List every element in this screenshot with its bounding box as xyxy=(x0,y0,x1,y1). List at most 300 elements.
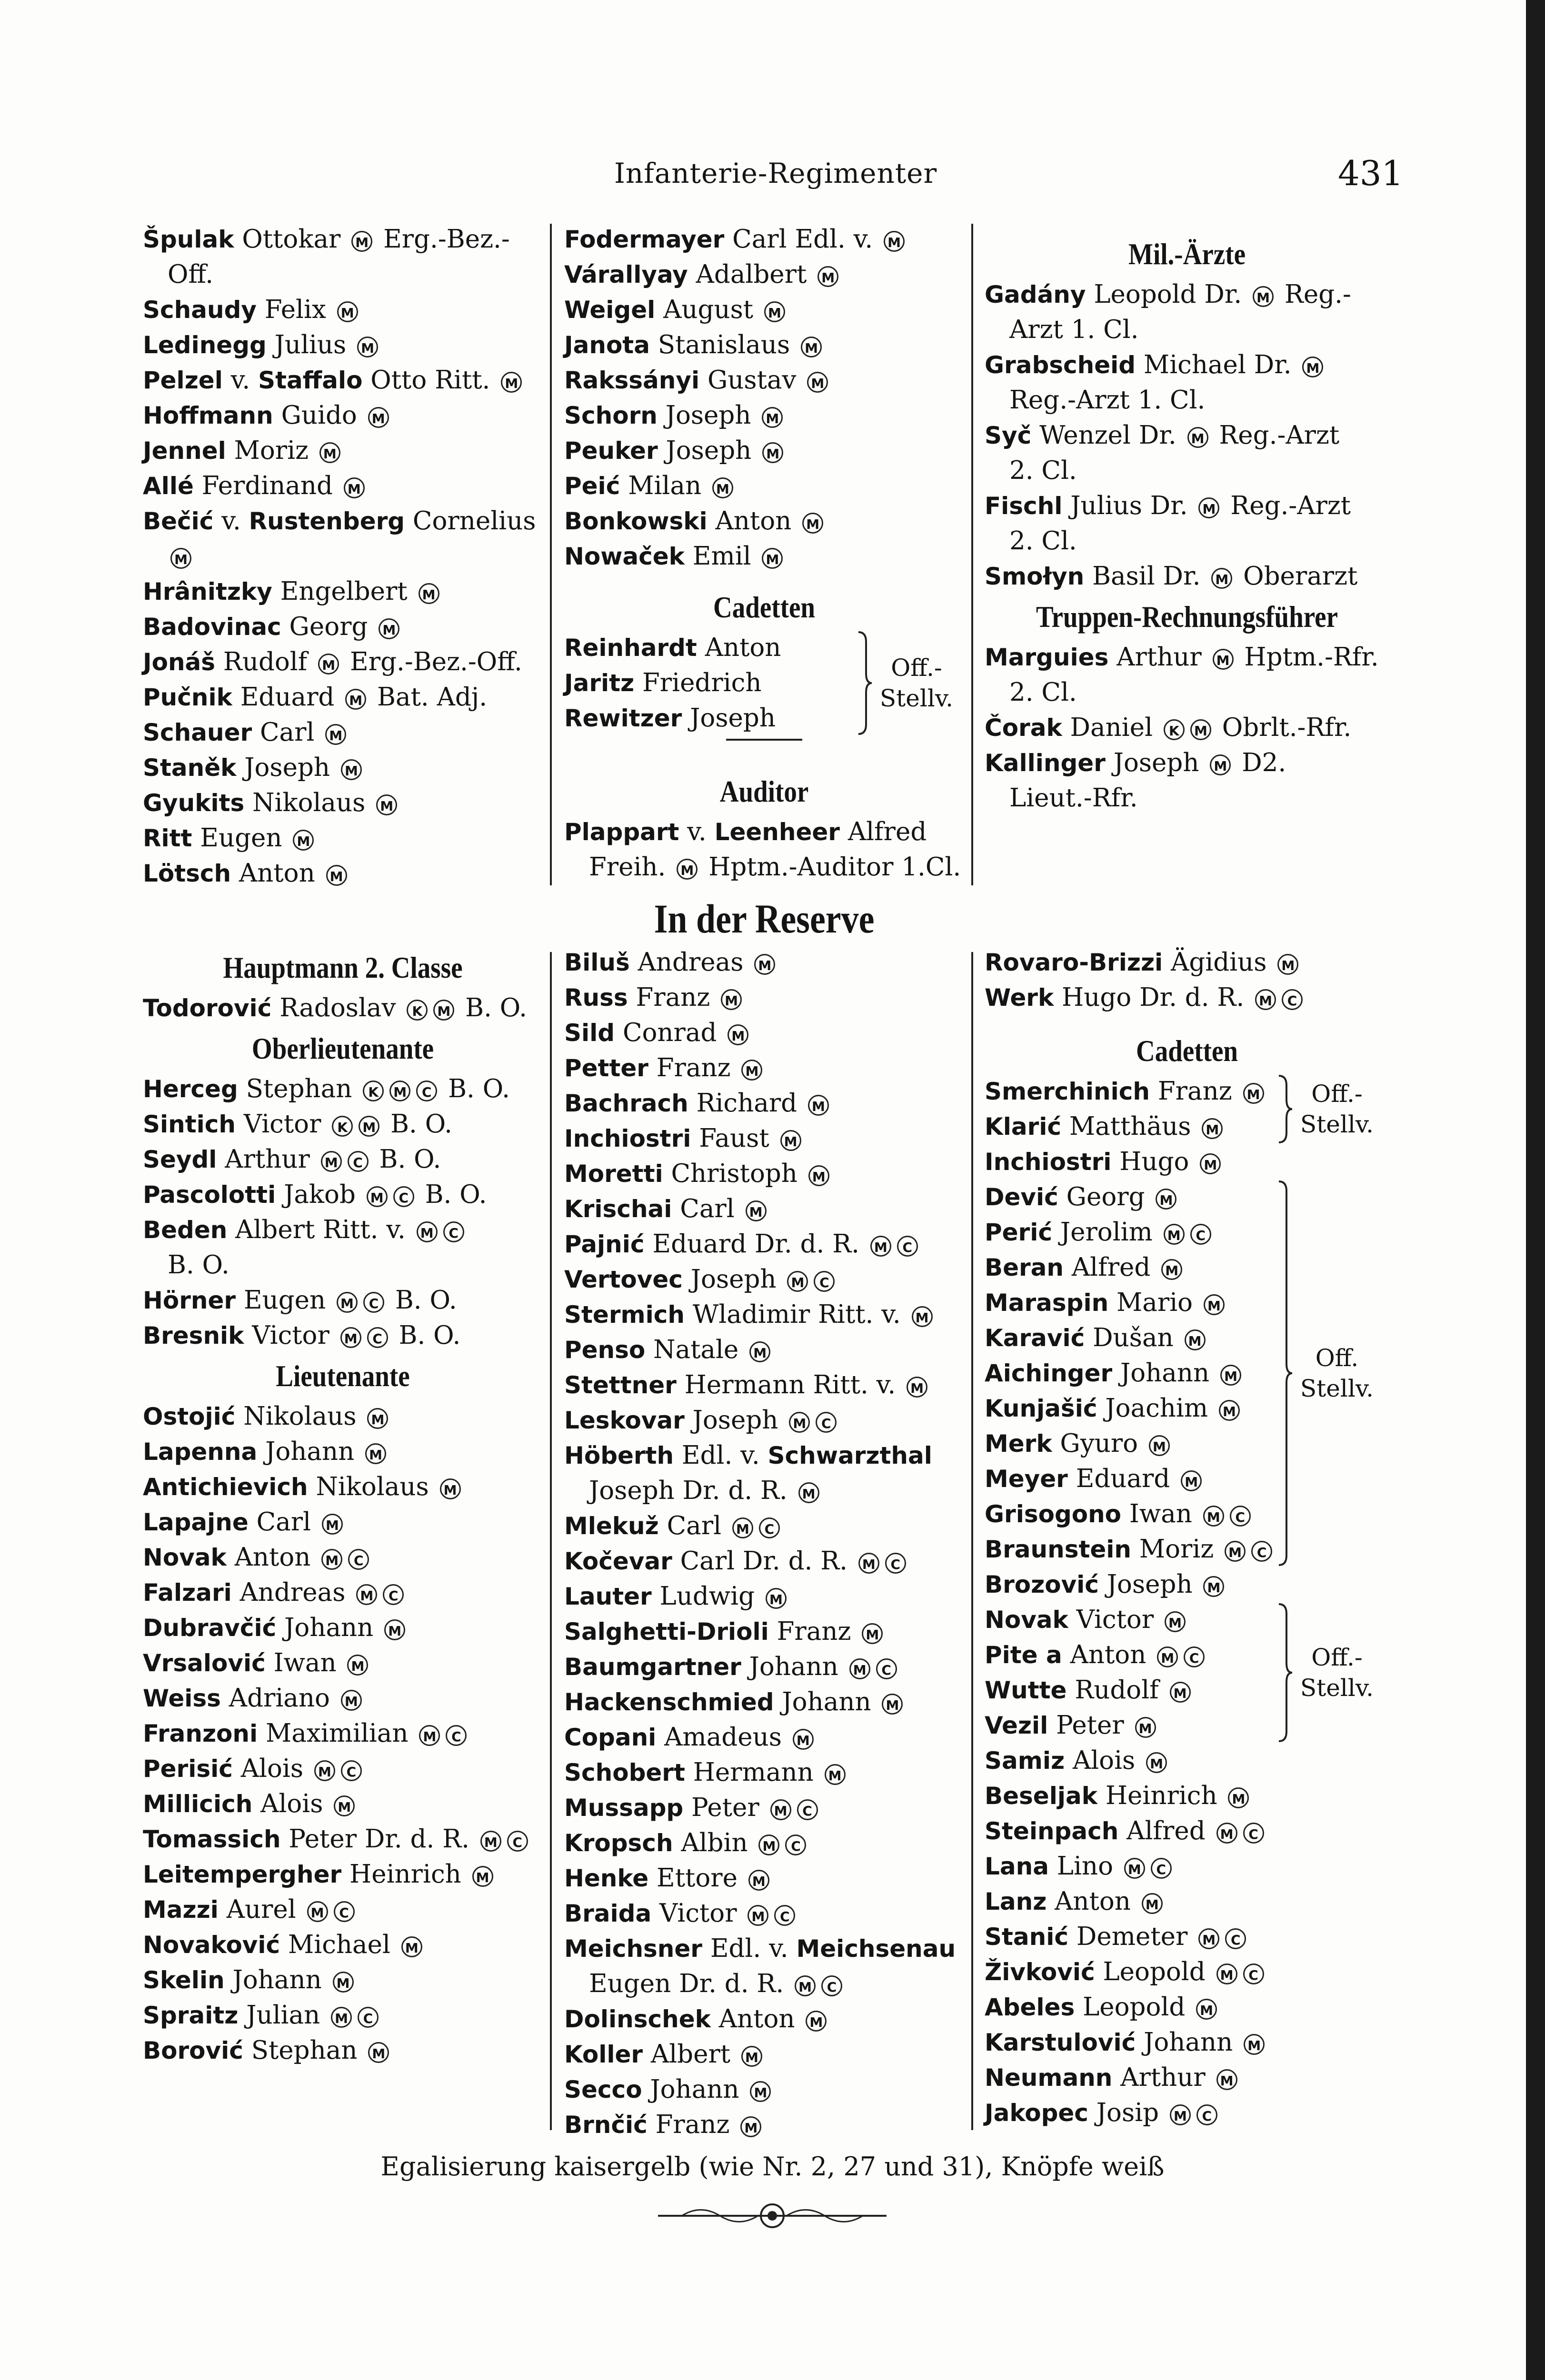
given-name: Julian xyxy=(238,2001,329,2030)
given-name: August xyxy=(655,295,761,324)
given-name: Arthur xyxy=(1108,643,1210,672)
surname: Meichsenau xyxy=(796,1935,956,1963)
surname: Stermich xyxy=(564,1301,685,1329)
bracket-group xyxy=(985,1074,1389,1144)
list-item xyxy=(564,1649,964,1685)
surname: Kallinger xyxy=(985,749,1106,777)
list-item xyxy=(564,398,964,433)
order-mark-c-icon: C xyxy=(383,1584,404,1605)
given-name: Demeter xyxy=(1068,1922,1196,1951)
footer-note: Egalisierung kaisergelb (wie Nr. 2, 27 und 31), Knöpfe weiß xyxy=(380,2152,1165,2182)
order-mark-m-icon: M xyxy=(389,1081,410,1101)
surname: Höberth xyxy=(564,1442,674,1469)
surname: Stettner xyxy=(564,1371,677,1399)
list-item xyxy=(143,2033,543,2068)
surname: Baumgartner xyxy=(564,1653,741,1681)
surname: Beran xyxy=(985,1254,1064,1281)
order-mark-m-icon: M xyxy=(356,1584,377,1605)
bracket-label xyxy=(1294,1079,1380,1140)
order-mark-m-icon: M xyxy=(787,1271,808,1292)
given-name: Alfred xyxy=(1064,1253,1159,1282)
surname: Perisić xyxy=(143,1755,233,1783)
given-name: Friedrich xyxy=(634,668,762,697)
list-item xyxy=(143,785,543,821)
order-mark-m-icon: M xyxy=(801,337,822,357)
order-mark-m-icon: M xyxy=(741,2046,762,2067)
list-item xyxy=(143,1107,543,1142)
list-item xyxy=(985,2095,1389,2131)
rank-note: Hptm.-Auditor 1.Cl. xyxy=(700,853,961,882)
given-name: Josip xyxy=(1088,2098,1167,2127)
given-name: v. xyxy=(222,366,259,395)
order-mark-m-icon: M xyxy=(1124,1858,1145,1879)
list-item xyxy=(564,1051,964,1086)
list-item xyxy=(564,1720,964,1755)
column-rule xyxy=(971,952,973,2130)
surname: Fodermayer xyxy=(564,226,725,253)
given-name: Andreas xyxy=(629,948,752,977)
order-mark-m-icon: M xyxy=(341,1690,362,1711)
list-item xyxy=(985,559,1389,594)
order-mark-m-icon: M xyxy=(340,1327,361,1348)
given-name: Natale xyxy=(645,1335,747,1364)
order-mark-m-icon: M xyxy=(789,1412,810,1433)
given-name: Felix xyxy=(256,295,334,324)
list-item xyxy=(985,1180,1389,1215)
surname: Lapajne xyxy=(143,1508,249,1536)
given-name: Guido xyxy=(273,401,365,430)
surname: Pite a xyxy=(985,1641,1062,1669)
order-mark-m-icon: M xyxy=(376,794,397,815)
surname: Schaudy xyxy=(143,296,257,324)
given-name: Johann xyxy=(741,1652,847,1681)
surname: Várallyay xyxy=(564,261,688,288)
list-item xyxy=(985,1426,1389,1461)
given-name: Engelbert xyxy=(272,577,416,606)
given-name: Faust xyxy=(691,1124,777,1153)
list-item xyxy=(564,814,964,850)
surname: Rustenberg xyxy=(249,507,405,535)
list-item xyxy=(985,347,1389,383)
order-mark-c-icon: C xyxy=(334,1901,355,1922)
list-item xyxy=(564,1614,964,1649)
order-mark-m-icon: M xyxy=(1198,497,1219,518)
surname: Špulak xyxy=(143,226,234,253)
list-item xyxy=(143,1610,543,1646)
given-name: Joseph xyxy=(657,401,759,430)
list-item xyxy=(143,1927,543,1963)
given-name: Emil xyxy=(684,542,759,571)
list-item xyxy=(143,257,543,292)
list-item xyxy=(564,2107,964,2142)
list-item xyxy=(985,1285,1389,1320)
section-heading: Oberlieutenante xyxy=(251,1031,434,1065)
surname: Hörner xyxy=(143,1287,236,1314)
order-mark-m-icon: M xyxy=(1216,1823,1237,1844)
order-mark-m-icon: M xyxy=(501,372,522,393)
list-item xyxy=(985,1215,1389,1250)
surname: Syč xyxy=(985,422,1032,449)
order-mark-m-icon: M xyxy=(766,1588,787,1609)
order-mark-m-icon: M xyxy=(807,372,828,393)
order-mark-c-icon: C xyxy=(1243,1964,1264,1984)
order-mark-c-icon: C xyxy=(507,1831,528,1852)
list-item xyxy=(143,821,543,856)
surname: Ledinegg xyxy=(143,331,267,359)
order-mark-m-icon: M xyxy=(882,1694,903,1715)
list-item xyxy=(564,1544,964,1579)
order-mark-m-icon: M xyxy=(1203,1506,1224,1527)
list-item xyxy=(564,980,964,1015)
surname: Lana xyxy=(985,1853,1049,1880)
list-item xyxy=(143,1575,543,1610)
given-name: Rudolf xyxy=(215,647,316,676)
bracket-label xyxy=(1294,1343,1380,1404)
given-name: Joseph xyxy=(682,1265,785,1294)
order-mark-m-icon: M xyxy=(401,1936,422,1957)
given-name: Alfred xyxy=(839,817,927,846)
given-name: Alfred xyxy=(1118,1816,1214,1845)
list-item xyxy=(985,312,1389,347)
given-name: Stephan xyxy=(243,2036,366,2065)
order-mark-m-icon: M xyxy=(793,1729,814,1750)
surname: Karstulović xyxy=(985,2029,1136,2056)
order-mark-m-icon: M xyxy=(1181,1470,1202,1491)
given-name: Victor xyxy=(1068,1605,1162,1634)
order-mark-m-icon: M xyxy=(1228,1787,1249,1808)
list-item xyxy=(564,1473,964,1508)
rank-note: B. O. xyxy=(390,1321,461,1350)
order-mark-m-icon: M xyxy=(754,954,775,975)
surname: Weigel xyxy=(564,296,656,324)
surname: Janota xyxy=(564,331,650,359)
given-name: Alois xyxy=(232,1754,311,1783)
order-mark-m-icon: M xyxy=(170,548,191,569)
given-name: Hermann Ritt. v. xyxy=(676,1370,904,1399)
given-name: Iwan xyxy=(265,1648,345,1677)
entry-continuation: 2. Cl. xyxy=(1009,678,1077,707)
order-mark-m-icon: M xyxy=(912,1306,933,1327)
surname: Neumann xyxy=(985,2064,1113,2092)
order-mark-m-icon: M xyxy=(808,1165,829,1186)
given-name: Gyuro xyxy=(1052,1429,1146,1458)
order-mark-m-icon: M xyxy=(1216,1964,1237,1984)
order-mark-m-icon: M xyxy=(808,1095,829,1116)
given-name: Stanislaus xyxy=(649,330,798,359)
surname: Kunjašić xyxy=(985,1395,1097,1422)
list-item xyxy=(143,1998,543,2033)
given-name: Christoph xyxy=(663,1159,806,1188)
list-item xyxy=(564,1790,964,1825)
list-item xyxy=(143,1434,543,1469)
order-mark-m-icon: M xyxy=(750,2081,771,2102)
given-name: Ägidius xyxy=(1163,948,1275,977)
surname: Krischai xyxy=(564,1195,672,1223)
surname: Stanić xyxy=(985,1923,1069,1951)
list-item xyxy=(143,1248,543,1283)
given-name: Moriz xyxy=(1131,1535,1222,1564)
brace-icon xyxy=(1275,1602,1294,1745)
surname: Schobert xyxy=(564,1759,685,1786)
order-mark-m-icon: M xyxy=(721,989,742,1010)
surname: Biluš xyxy=(564,949,630,976)
order-mark-m-icon: M xyxy=(379,618,399,639)
bracket-group xyxy=(564,630,964,736)
list-item xyxy=(564,1861,964,1896)
surname: Leitempergher xyxy=(143,1861,342,1888)
surname: Samiz xyxy=(985,1747,1065,1775)
surname: Vrsalović xyxy=(143,1649,266,1677)
given-name: Nikolaus xyxy=(235,1402,365,1431)
list-item xyxy=(143,1963,543,1998)
surname: Rovaro-Brizzi xyxy=(985,949,1163,976)
surname: Plappart xyxy=(564,818,679,846)
surname: Mlekuž xyxy=(564,1512,659,1540)
list-item xyxy=(985,781,1389,816)
list-item xyxy=(143,1177,543,1212)
surname: Koller xyxy=(564,2041,643,2068)
given-name: Hugo xyxy=(1111,1147,1197,1176)
entry-continuation: Reg.-Arzt 1. Cl. xyxy=(1009,386,1206,415)
given-name: Albert Ritt. v. xyxy=(227,1215,414,1244)
list-item xyxy=(564,1579,964,1614)
rank-note: B. O. xyxy=(371,1145,441,1174)
surname: Čorak xyxy=(985,714,1062,742)
order-mark-c-icon: C xyxy=(1225,1928,1246,1949)
list-item xyxy=(564,1297,964,1332)
surname: Meichsner xyxy=(564,1935,702,1963)
rank-note: Hptm.-Rfr. xyxy=(1236,643,1379,672)
rank-note: B. O. xyxy=(440,1074,510,1103)
given-name: Alois xyxy=(1065,1746,1144,1775)
list-item xyxy=(564,1508,964,1544)
order-mark-c-icon: C xyxy=(358,2007,379,2028)
given-name: Anton xyxy=(1047,1887,1139,1916)
list-item xyxy=(564,2002,964,2037)
given-name: Leopold xyxy=(1075,1993,1194,2022)
order-mark-m-icon: M xyxy=(1211,568,1232,589)
surname: Hackenschmied xyxy=(564,1688,774,1716)
order-mark-m-icon: M xyxy=(712,477,733,498)
order-mark-c-icon: C xyxy=(348,1549,369,1570)
surname: Braunstein xyxy=(985,1536,1132,1563)
given-name: Johann xyxy=(1112,1359,1218,1388)
brace-icon xyxy=(1275,1180,1294,1569)
order-mark-c-icon: C xyxy=(797,1799,818,1820)
order-mark-m-icon: M xyxy=(825,1764,846,1785)
entry-continuation: Arzt 1. Cl. xyxy=(1009,315,1139,344)
surname: Seydl xyxy=(143,1146,217,1173)
surname: Bečić xyxy=(143,507,214,535)
surname: Spraitz xyxy=(143,2002,239,2029)
rank-note: B. O. xyxy=(382,1110,452,1139)
order-mark-m-icon: M xyxy=(1200,1153,1221,1174)
given-name: Joseph xyxy=(684,1406,787,1435)
order-mark-c-icon: C xyxy=(416,1081,437,1101)
order-mark-m-icon: M xyxy=(337,1292,358,1313)
list-item xyxy=(564,1121,964,1156)
order-mark-m-icon: M xyxy=(1253,286,1274,307)
list-item xyxy=(143,1822,543,1857)
list-item xyxy=(985,980,1389,1015)
list-item xyxy=(985,1708,1389,1743)
order-mark-m-icon: M xyxy=(740,2116,761,2137)
given-name: Johann xyxy=(774,1687,879,1716)
entry-continuation: Eugen Dr. d. R. xyxy=(589,1969,792,1998)
list-item xyxy=(985,710,1389,745)
list-item xyxy=(564,1368,964,1403)
surname: Brozović xyxy=(985,1571,1099,1598)
given-name: Johann xyxy=(276,1613,382,1642)
surname: Jonáš xyxy=(143,648,216,676)
rank-note: B. O. xyxy=(417,1180,487,1209)
list-item xyxy=(985,1567,1389,1602)
order-mark-m-icon: M xyxy=(1187,427,1208,448)
entry-continuation: Freih. xyxy=(589,853,674,882)
order-mark-m-icon: M xyxy=(1196,1999,1217,2020)
surname: Staffalo xyxy=(258,367,363,394)
order-mark-m-icon: M xyxy=(1203,1576,1224,1597)
order-mark-m-icon: M xyxy=(321,1151,342,1172)
column-officers-bottom xyxy=(143,945,543,2068)
surname: Lötsch xyxy=(143,860,231,887)
order-mark-m-icon: M xyxy=(347,1655,368,1676)
given-name: Jakob xyxy=(276,1180,364,1209)
order-mark-m-icon: M xyxy=(368,2042,389,2063)
given-name: Johann xyxy=(642,2075,748,2104)
list-item xyxy=(564,222,964,257)
order-mark-c-icon: C xyxy=(443,1221,464,1242)
surname: Živković xyxy=(985,1958,1095,1986)
rank-note: B. O. xyxy=(387,1286,457,1315)
order-mark-m-icon: M xyxy=(677,859,698,880)
order-mark-k-icon: K xyxy=(363,1081,384,1101)
surname: Staněk xyxy=(143,754,237,782)
list-item xyxy=(985,1954,1389,1990)
surname: Jakopec xyxy=(985,2099,1088,2127)
surname: Salghetti-Drioli xyxy=(564,1618,769,1646)
surname: Pascolotti xyxy=(143,1181,276,1209)
list-item xyxy=(985,524,1389,559)
list-item xyxy=(985,1849,1389,1884)
page-number: 431 xyxy=(1338,153,1404,193)
order-mark-m-icon: M xyxy=(1202,1118,1223,1139)
given-name: Adalbert xyxy=(688,260,815,289)
order-mark-m-icon: M xyxy=(1165,1611,1186,1632)
order-mark-m-icon: M xyxy=(321,1549,342,1570)
order-mark-c-icon: C xyxy=(1184,1646,1205,1667)
given-name: Julius xyxy=(266,330,355,359)
divider xyxy=(726,739,802,741)
order-mark-m-icon: M xyxy=(1161,1259,1182,1280)
surname: Badovinac xyxy=(143,613,281,641)
given-name: Nikolaus xyxy=(244,788,374,817)
surname: Inchiostri xyxy=(985,1148,1112,1176)
list-item xyxy=(564,1966,964,2002)
list-item xyxy=(143,609,543,645)
given-name: Joseph xyxy=(658,436,760,465)
bracket-label-line: Stellv. xyxy=(879,684,954,712)
order-mark-m-icon: M xyxy=(1244,2034,1265,2055)
list-item xyxy=(143,715,543,750)
given-name: v. xyxy=(679,817,715,846)
list-item xyxy=(143,1540,543,1575)
list-item xyxy=(564,1403,964,1438)
order-mark-c-icon: C xyxy=(821,1975,842,1996)
surname: Dubravčić xyxy=(143,1614,277,1642)
order-mark-m-icon: M xyxy=(341,759,362,780)
given-name: Joseph xyxy=(682,704,776,733)
order-mark-m-icon: M xyxy=(907,1377,927,1398)
given-name: v. xyxy=(213,506,249,536)
reserve-cadetten xyxy=(985,1028,1389,2131)
list-item xyxy=(564,1086,964,1121)
surname: Borović xyxy=(143,2037,243,2064)
given-name: Peter xyxy=(1048,1711,1132,1740)
given-name: Ferdinand xyxy=(193,471,341,500)
surname: Peić xyxy=(564,472,620,500)
surname: Peuker xyxy=(564,437,658,465)
section-heading: Mil.-Ärzte xyxy=(1128,237,1246,271)
surname: Schauer xyxy=(143,719,252,746)
surname: Millicich xyxy=(143,1790,253,1818)
surname: Pučnik xyxy=(143,684,232,711)
cadetten-section xyxy=(564,585,964,744)
column-rule xyxy=(971,224,973,885)
rank-note: Bat. Adj. xyxy=(369,683,488,712)
given-name: Wenzel Dr. xyxy=(1031,421,1185,450)
order-mark-m-icon: M xyxy=(1149,1435,1170,1456)
order-mark-k-icon: K xyxy=(407,1000,428,1021)
surname: Kočevar xyxy=(564,1547,672,1575)
given-name: Jerolim xyxy=(1052,1218,1161,1247)
order-mark-m-icon: M xyxy=(1157,1646,1178,1667)
given-name: Matthäus xyxy=(1061,1112,1199,1141)
given-name: Victor xyxy=(244,1321,338,1350)
given-name: Joseph xyxy=(1105,748,1207,777)
list-item xyxy=(143,1071,543,1107)
given-name: Aurel xyxy=(218,1895,304,1924)
order-mark-k-icon: K xyxy=(1164,719,1185,740)
given-name: Eduard Dr. d. R. xyxy=(644,1230,867,1259)
order-mark-m-icon: M xyxy=(1277,954,1298,975)
surname: Rewitzer xyxy=(564,704,682,732)
order-mark-m-icon: M xyxy=(1190,719,1211,740)
surname: Novak xyxy=(143,1544,227,1571)
order-mark-c-icon: C xyxy=(785,1835,806,1855)
given-name: Basil Dr. xyxy=(1084,562,1209,591)
list-item xyxy=(143,645,543,680)
list-item xyxy=(985,488,1389,524)
surname: Bresnik xyxy=(143,1322,244,1349)
auditor-section xyxy=(564,769,964,885)
surname: Copani xyxy=(564,1724,657,1751)
list-item xyxy=(564,327,964,363)
surname: Gyukits xyxy=(143,789,245,817)
given-name: Arthur xyxy=(217,1145,318,1174)
list-item xyxy=(985,675,1389,710)
surname: Mussapp xyxy=(564,1794,684,1822)
order-mark-m-icon: M xyxy=(337,301,358,322)
rank-note: Erg.-Bez.- xyxy=(375,225,510,254)
given-name: Carl Edl. v. xyxy=(724,225,881,254)
order-mark-c-icon: C xyxy=(1243,1823,1264,1844)
list-item xyxy=(564,1191,964,1227)
order-mark-m-icon: M xyxy=(1170,2104,1191,2125)
order-mark-m-icon: M xyxy=(384,1619,405,1640)
given-name: Eduard xyxy=(232,683,343,712)
surname: Aichinger xyxy=(985,1359,1113,1387)
